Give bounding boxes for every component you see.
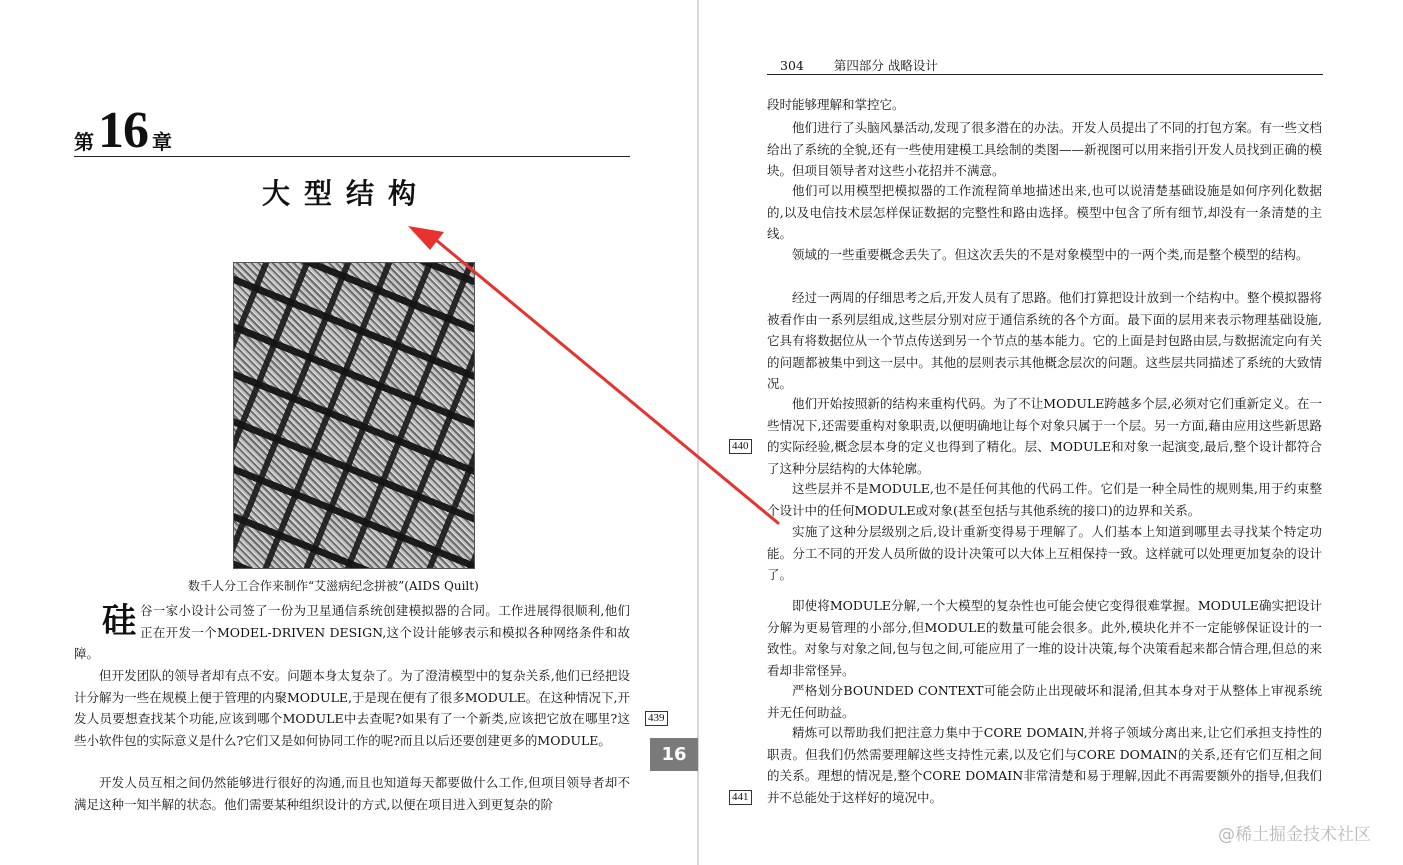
paragraph-r5: 经过一两周的仔细思考之后,开发人员有了思路。他们打算把设计放到一个结构中。整个模拟器将被看作由一系列层组成,这些层分别对应于通信系统的各个方面。最下面的层用来表示物理基础设施,它具有将数据位从一个节点传送到另一个节点的基本能力。它的上面是封包路由层,与数据流定向有关的问题都被集中到这一层中。其他的层则表示其他概念层次的问题。这些层共同描述了系统的大致情况。 <box>767 290 1322 391</box>
margin-ref-440: 440 <box>729 439 752 454</box>
chapter-suffix: 章 <box>152 130 172 154</box>
chapter-prefix: 第 <box>74 130 94 154</box>
running-head-title: 第四部分 战略设计 <box>833 58 938 73</box>
paragraph-2: 但开发团队的领导者却有点不安。问题本身太复杂了。为了澄清模型中的复杂关系,他们已经把设计分解为一些在规模上便于管理的内聚MODULE,于是现在便有了很多MODULE。在这种情况下,开发人员要想查找某个功能,应该到哪个MODULE中去查呢?如果有了一个新类,应该把它放在哪里?这些小软件包的实际意义是什么?它们又是如何协同工作的呢?而且以后还要创建更多的MODULE。 <box>74 668 630 748</box>
chapter-title: 大型结构 <box>262 177 431 210</box>
paragraph-r3: 他们可以用模型把模拟器的工作流程简单地描述出来,也可以说清楚基础设施是如何序列化数据的,以及电信技术层怎样保证数据的完整性和路由选择。模型中包含了所有细节,却没有一条清楚的主线。 <box>767 183 1322 241</box>
paragraph-r2: 他们进行了头脑风暴活动,发现了很多潜在的办法。开发人员提出了不同的打包方案。有一些文档给出了系统的全貌,还有一些使用建模工具绘制的类图——新视图可以用来指引开发人员找到正确的模块。但项目领导者对这些小花招并不满意。 <box>767 120 1322 178</box>
paragraph-r1: 段时能够理解和掌控它。 <box>767 97 905 112</box>
paragraph-r4: 领域的一些重要概念丢失了。但这次丢失的不是对象模型中的一两个类,而是整个模型的结构。 <box>792 247 1309 262</box>
page-number: 304 <box>780 58 804 73</box>
paragraph-r11: 精炼可以帮助我们把注意力集中于CORE DOMAIN,并将子领域分离出来,让它们承担支持性的职责。但我们仍然需要理解这些支持性元素,以及它们与CORE DOMAIN的关系,还有它们互相之间的关系。理想的情况是,整个CORE DOMAIN非常清楚和易于理解,因此不再需要额外的指导,但我们并不总能处于这样好的境况中。 <box>767 725 1322 805</box>
margin-page-ref: 439 <box>645 711 668 726</box>
dropcap: 硅 <box>102 601 136 641</box>
margin-ref-441: 441 <box>729 790 752 805</box>
paragraph-3: 开发人员互相之间仍然能够进行很好的沟通,而且也知道每天都要做什么工作,但项目领导者却不满足这种一知半解的状态。他们需要某种组织设计的方式,以便在项目进入到更复杂的阶 <box>74 775 630 812</box>
chapter-tab: 16 <box>650 738 698 771</box>
photo-caption: 数千人分工合作来制作“艾滋病纪念拼被”(AIDS Quilt) <box>188 579 479 593</box>
watermark: @稀土掘金技术社区 <box>1218 825 1371 845</box>
paragraph-r7: 这些层并不是MODULE,也不是任何其他的代码工件。它们是一种全局性的规则集,用于约束整个设计中的任何MODULE或对象(甚至包括与其他系统的接口)的边界和关系。 <box>767 481 1322 518</box>
paragraph-r6: 他们开始按照新的结构来重构代码。为了不让MODULE跨越多个层,必须对它们重新定义。在一些情况下,还需要重构对象职责,以便明确地让每个对象只属于一个层。另一方面,藉由应用这些新思路的实际经验,概念层本身的定义也得到了精化。层、MODULE和对象一起演变,最后,整个设计都符合了这种分层结构的大体轮廓。 <box>767 396 1322 476</box>
paragraph-r8: 实施了这种分层级别之后,设计重新变得易于理解了。人们基本上知道到哪里去寻找某个特定功能。分工不同的开发人员所做的设计决策可以大体上互相保持一致。这样就可以处理更加复杂的设计了。 <box>767 524 1322 582</box>
chapter-number: 16 <box>98 102 148 159</box>
paragraph-r10: 严格划分BOUNDED CONTEXT可能会防止出现破坏和混淆,但其本身对于从整体上审视系统并无任何助益。 <box>767 683 1322 720</box>
paragraph-r9: 即使将MODULE分解,一个大模型的复杂性也可能会使它变得很难掌握。MODULE确实把设计分解为更易管理的小部分,但MODULE的数量可能会很多。此外,模块化并不一定能够保证设计的一致性。对象与对象之间,包与包之间,可能应用了一堆的设计决策,每个决策看起来都合情合理,但总的来看却非常怪异。 <box>767 598 1322 678</box>
paragraph-1-text: 谷一家小设计公司签了一份为卫星通信系统创建模拟器的合同。工作进展得很顺利,他们正在开发一个MODEL-DRIVEN DESIGN,这个设计能够表示和模拟各种网络条件和故障。 <box>74 603 630 661</box>
